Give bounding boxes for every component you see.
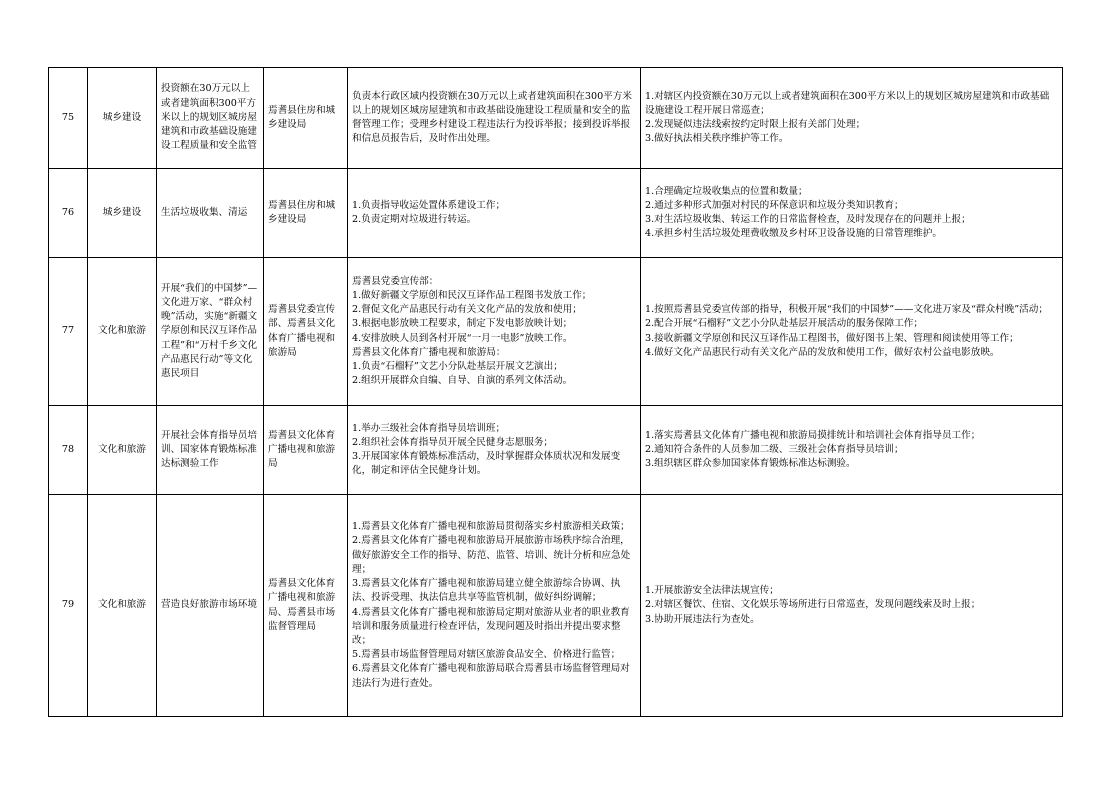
row-department: 焉耆县党委宣传部、焉耆县文化体育广播电视和旅游局: [264, 258, 348, 406]
row-item: 营造良好旅游市场环境: [157, 495, 264, 717]
row-category: 城乡建设: [88, 169, 157, 258]
row-county-duty: 焉耆县党委宣传部： 1.做好新疆文学原创和民汉互译作品工程图书发放工作； 2.督促文化产品惠民行动有关文化产品的发放和使用； 3.根据电影放映工程要求，制定下发电影放映计划； 4.安排放映人员到各村开展“一月一电影”放映工作。 焉耆县文化体育广播电视和旅游局： 1.负责“石榴籽”文艺小分队赴基层开展文艺演出； 2.组织开展群众自编、自导、自演的系列文体活动。: [348, 258, 641, 406]
row-number: 75: [49, 68, 88, 169]
table-row: [49, 169, 1063, 258]
table-row: [49, 406, 1063, 495]
table-row: [49, 495, 1063, 717]
row-item: 开展“我们的中国梦”—文化进万家、“群众村晚”活动，实施“新疆文学原创和民汉互译作品工程”和“万村千乡文化产品惠民行动”等文化惠民项目: [157, 258, 264, 406]
row-category: 文化和旅游: [88, 258, 157, 406]
row-category: 城乡建设: [88, 68, 157, 169]
row-county-duty: 1.举办三级社会体育指导员培训班； 2.组织社会体育指导员开展全民健身志愿服务； 3.开展国家体育锻炼标准活动，及时掌握群众体质状况和发展变化，制定和评估全民健身计划。: [348, 406, 641, 495]
row-item: 生活垃圾收集、清运: [157, 169, 264, 258]
row-county-duty: 负责本行政区域内投资额在30万元以上或者建筑面积在300平方米以上的规划区城房屋建筑和市政基础设施建设工程质量和安全的监督管理工作；受理乡村建设工程违法行为投诉举报；接到投诉举报和信息员报告后，及时作出处理。: [348, 68, 641, 169]
row-number: 77: [49, 258, 88, 406]
row-item: 投资额在30万元以上或者建筑面积300平方米以上的规划区城房屋建筑和市政基础设施建设工程质量和安全监管: [157, 68, 264, 169]
row-town-duty: 1.开展旅游安全法律法规宣传； 2.对辖区餐饮、住宿、文化娱乐等场所进行日常巡查，发现问题线索及时上报； 3.协助开展违法行为查处。: [641, 495, 1063, 717]
row-town-duty: 1.合理确定垃圾收集点的位置和数量； 2.通过多种形式加强对村民的环保意识和垃圾分类知识教育； 3.对生活垃圾收集、转运工作的日常监督检查，及时发现存在的问题并上报； 4.承担乡村生活垃圾处理费收缴及乡村环卫设备设施的日常管理维护。: [641, 169, 1063, 258]
row-number: 76: [49, 169, 88, 258]
row-department: 焉耆县文化体育广播电视和旅游局: [264, 406, 348, 495]
row-department: 焉耆县住房和城乡建设局: [264, 169, 348, 258]
table-row: [49, 68, 1063, 169]
row-number: 78: [49, 406, 88, 495]
row-item: 开展社会体育指导员培训、国家体育锻炼标准达标测验工作: [157, 406, 264, 495]
row-county-duty: 1.负责指导收运处置体系建设工作； 2.负责定期对垃圾进行转运。: [348, 169, 641, 258]
row-town-duty: 1.对辖区内投资额在30万元以上或者建筑面积在300平方米以上的规划区城房屋建筑和市政基础设施建设工程开展日常巡查； 2.发现疑似违法线索按约定时限上报有关部门处理； 3.做好执法相关秩序维护等工作。: [641, 68, 1063, 169]
row-town-duty: 1.按照焉耆县党委宣传部的指导，积极开展“我们的中国梦”——文化进万家及“群众村晚”活动； 2.配合开展“石榴籽”文艺小分队赴基层开展活动的服务保障工作； 3.接收新疆文学原创和民汉互译作品工程图书，做好图书上架、管理和阅读使用等工作； 4.做好文化产品惠民行动有关文化产品的发放和使用工作，做好农村公益电影放映。: [641, 258, 1063, 406]
row-number: 79: [49, 495, 88, 717]
row-category: 文化和旅游: [88, 495, 157, 717]
row-county-duty: 1.焉耆县文化体育广播电视和旅游局贯彻落实乡村旅游相关政策； 2.焉耆县文化体育广播电视和旅游局开展旅游市场秩序综合治理，做好旅游安全工作的指导、防范、监管、培训、统计分析和应急处理； 3.焉耆县文化体育广播电视和旅游局建立健全旅游综合协调、执法、投诉受理、执法信息共享等监管机制，做好纠纷调解； 4.焉耆县文化体育广播电视和旅游局定期对旅游从业者的职业教育培训和服务质量进行检查评估，发现问题及时指出并提出要求整改； 5.焉耆县市场监督管理局对辖区旅游食品安全、价格进行监管； 6.焉耆县文化体育广播电视和旅游局联合焉耆县市场监督管理局对违法行为进行查处。: [348, 495, 641, 717]
duty-table: [48, 67, 1063, 717]
table-row: [49, 258, 1063, 406]
row-town-duty: 1.落实焉耆县文化体育广播电视和旅游局摸排统计和培训社会体育指导员工作； 2.通知符合条件的人员参加二级、三级社会体育指导员培训； 3.组织辖区群众参加国家体育锻炼标准达标测验。: [641, 406, 1063, 495]
row-department: 焉耆县住房和城乡建设局: [264, 68, 348, 169]
row-category: 文化和旅游: [88, 406, 157, 495]
row-department: 焉耆县文化体育广播电视和旅游局、焉耆县市场监督管理局: [264, 495, 348, 717]
